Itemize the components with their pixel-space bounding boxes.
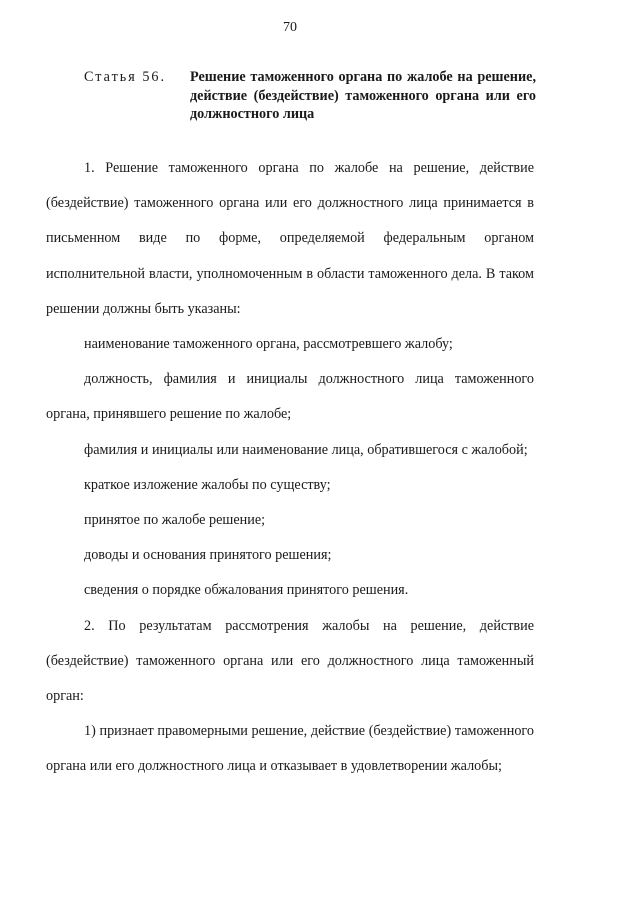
paragraph-9: 2. По результатам рассмотрения жалобы на решение, действие (бездействие) таможенного органа или его должностного лица таможенный орган: <box>46 617 534 705</box>
paragraph-4: фамилия и инициалы или наименование лица, обратившегося с жалобой; <box>84 441 528 458</box>
article-heading <box>84 68 536 124</box>
page-number: 70 <box>283 20 297 35</box>
paragraph-10: 1) признает правомерными решение, действие (бездействие) таможенного органа или его должностного лица и отказывает в удовлетворении жалобы; <box>46 723 534 775</box>
paragraph-1: 1. Решение таможенного органа по жалобе на решение, действие (бездействие) таможенного органа или его должностного лица принимается в письменном виде по форме, определяемой федеральным органом исполнительной власти, уполномоченным в области таможенного дела. В таком решении должны быть указаны: <box>46 160 534 317</box>
article-body <box>46 151 534 785</box>
paragraph-2: наименование таможенного органа, рассмотревшего жалобу; <box>84 336 453 353</box>
paragraph-3: должность, фамилия и инициалы должностного лица таможенного органа, принявшего решение по жалобе; <box>46 371 534 423</box>
article-label: Статья 56. <box>84 69 167 85</box>
paragraph-7: доводы и основания принятого решения; <box>84 547 332 564</box>
paragraph-5: краткое изложение жалобы по существу; <box>84 476 331 493</box>
paragraph-6: принятое по жалобе решение; <box>84 512 266 529</box>
paragraph-8: сведения о порядке обжалования принятого решения. <box>84 582 409 599</box>
article-title: Решение таможенного органа по жалобе на решение, действие (бездействие) таможенного органа или его должностного лица <box>190 69 536 122</box>
